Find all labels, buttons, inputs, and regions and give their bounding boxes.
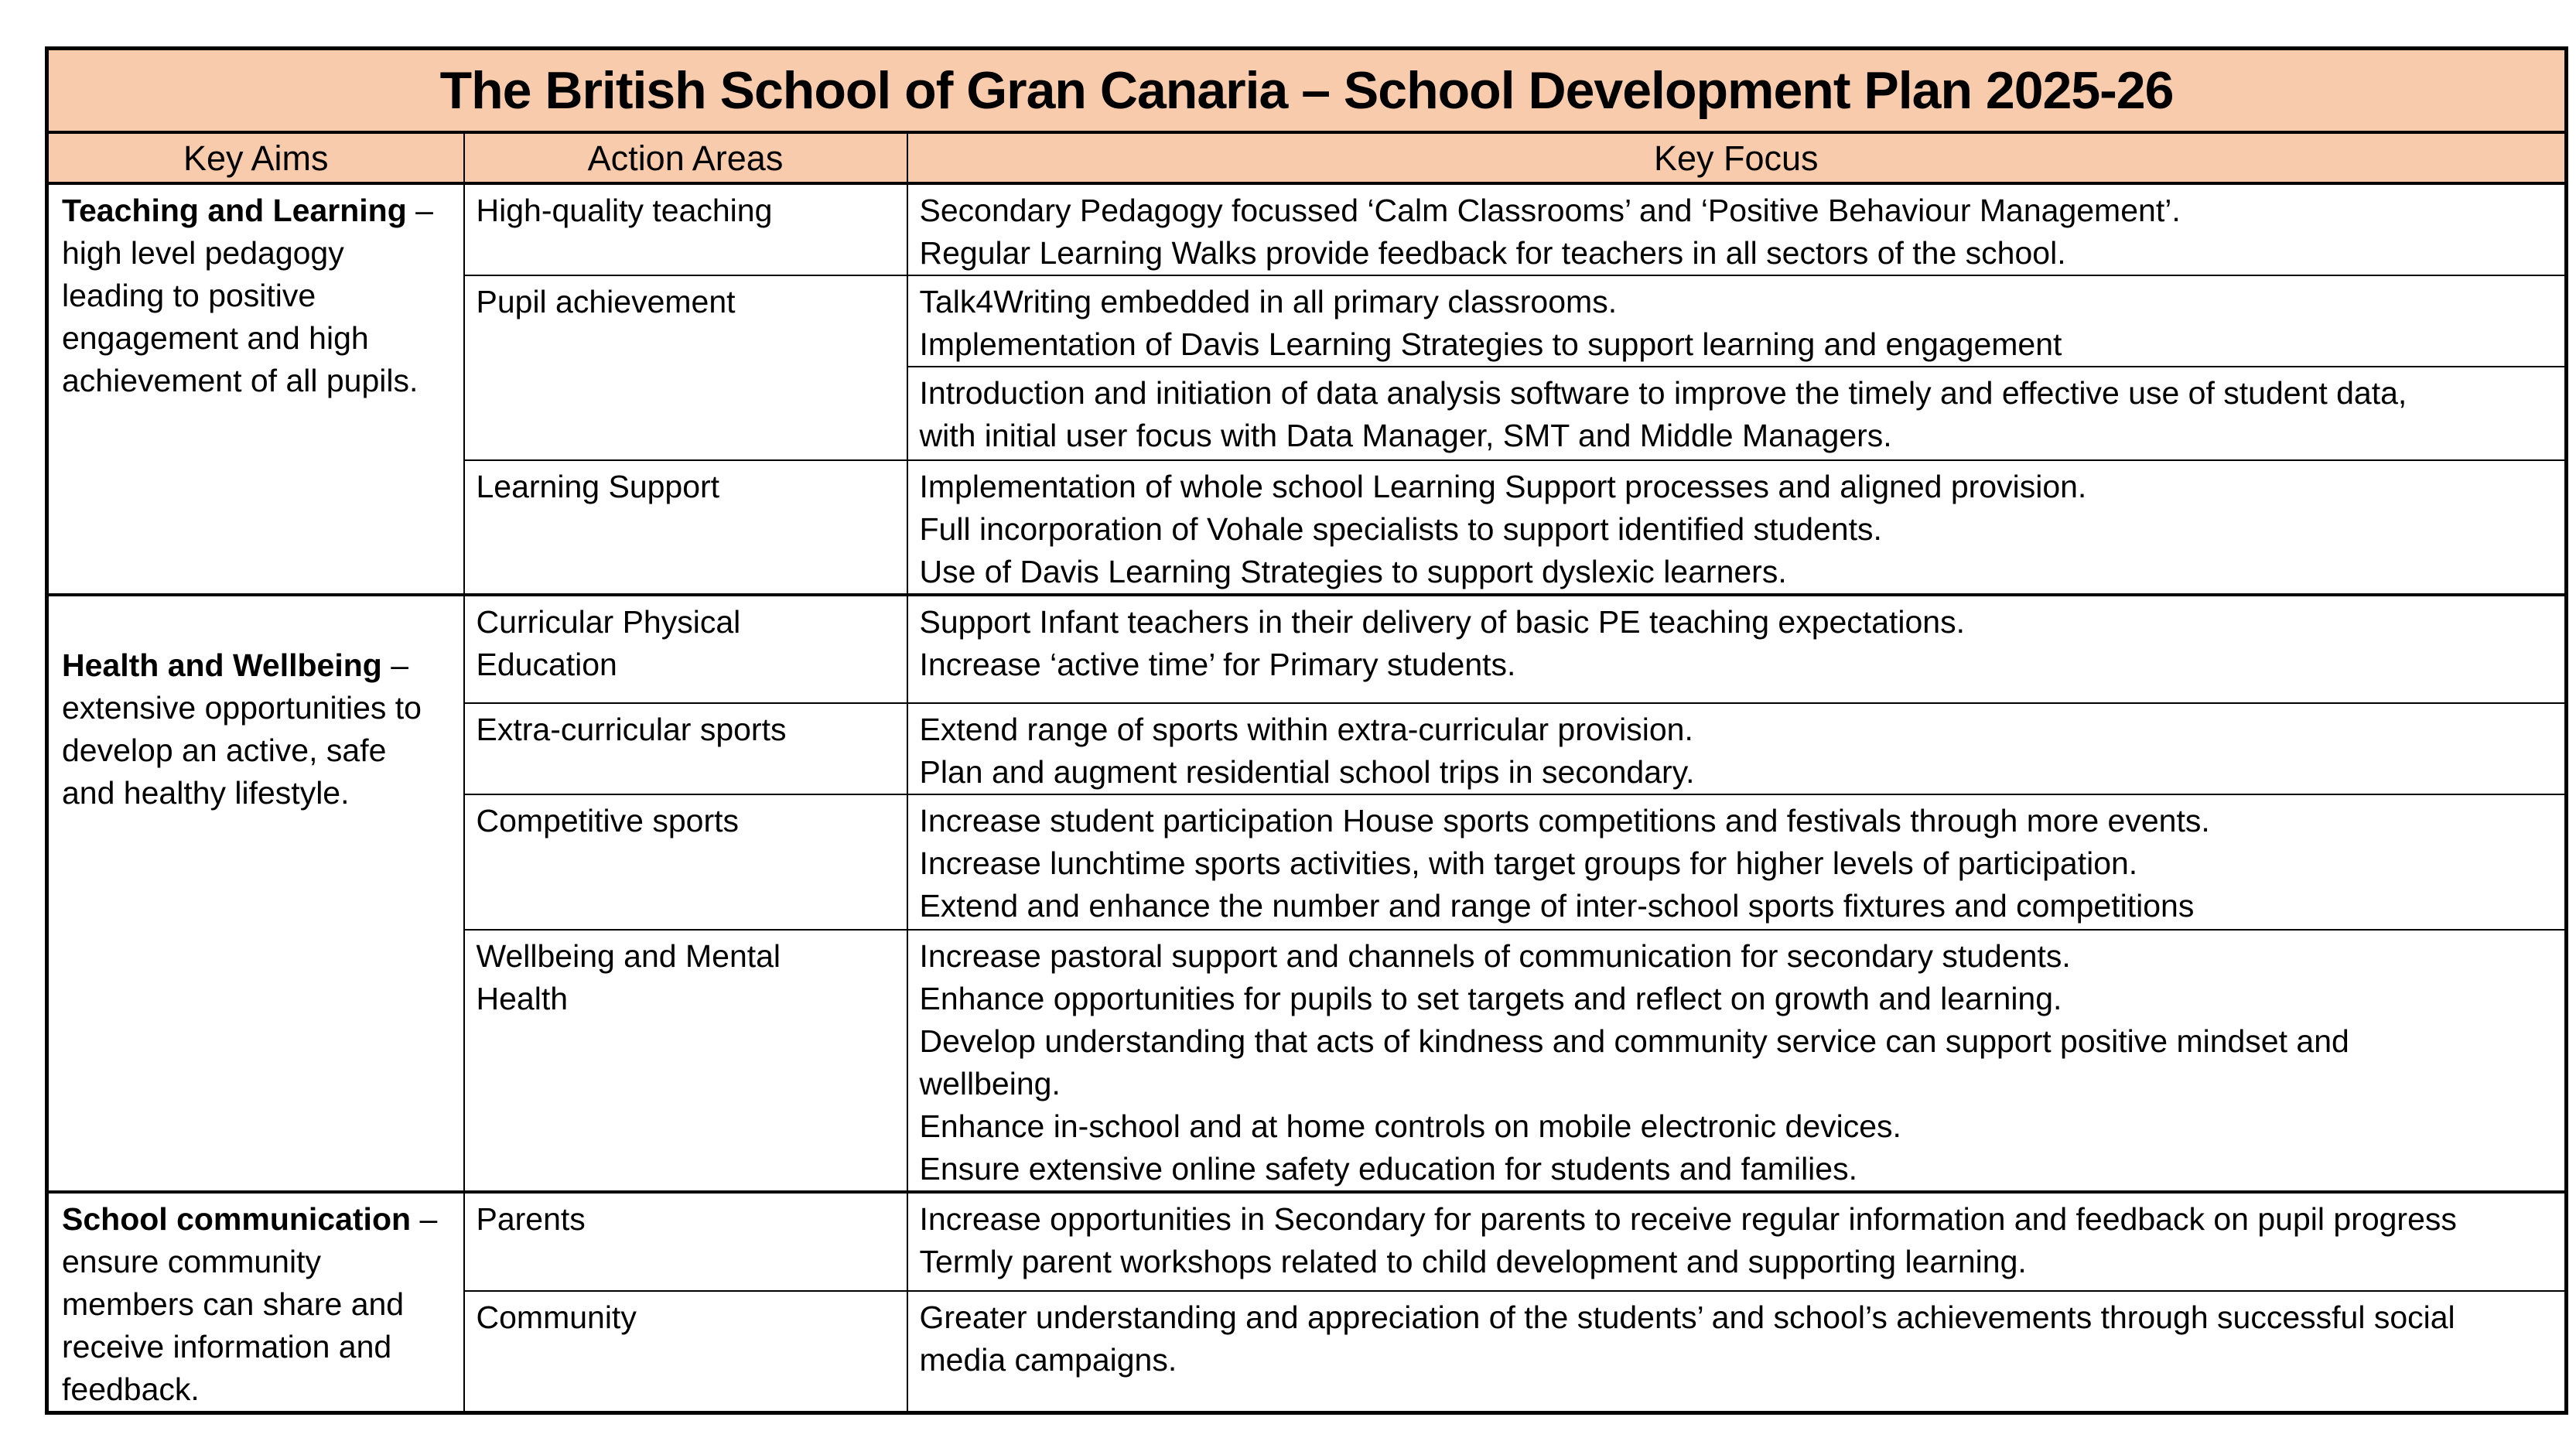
aim-bold-text: Health and Wellbeing bbox=[62, 647, 382, 683]
focus-cell-competitive-sports bbox=[907, 794, 2567, 930]
aim-bold-text: Teaching and Learning bbox=[62, 193, 407, 228]
focus-line: Implementation of whole school Learning Support processes and aligned provision. bbox=[919, 469, 2087, 504]
focus-line: Increase pastoral support and channels of communication for secondary students. bbox=[919, 938, 2071, 974]
table-row bbox=[47, 183, 2567, 275]
focus-line: Increase lunchtime sports activities, with target groups for higher levels of participation. bbox=[919, 845, 2138, 881]
development-plan-document bbox=[45, 46, 2568, 1415]
focus-line: Increase ‘active time’ for Primary students. bbox=[919, 647, 1516, 682]
aim-cell-school-communication bbox=[47, 1192, 464, 1413]
column-header-key-focus: Key Focus bbox=[907, 132, 2567, 183]
focus-line: Increase opportunities in Secondary for parents to receive regular information and feedback on pupil progress bbox=[919, 1201, 2457, 1237]
action-cell-competitive-sports: Competitive sports bbox=[464, 794, 907, 930]
focus-line: Implementation of Davis Learning Strategies to support learning and engagement bbox=[919, 326, 2062, 362]
focus-line: Greater understanding and appreciation of the students’ and school’s achievements through successful social media campaigns. bbox=[919, 1299, 2455, 1378]
focus-line: Increase student participation House sports competitions and festivals through more events. bbox=[919, 803, 2210, 838]
focus-cell-pupil-achievement-2 bbox=[907, 367, 2567, 460]
aim-rest-text: – high level pedagogy leading to positive engagement and high achievement of all pupils. bbox=[62, 193, 433, 398]
focus-cell-wellbeing-and-mental-health bbox=[907, 930, 2567, 1192]
focus-line: Talk4Writing embedded in all primary classrooms. bbox=[919, 284, 1618, 319]
focus-cell-learning-support bbox=[907, 460, 2567, 595]
aim-bold-text: School communication bbox=[62, 1201, 412, 1237]
action-cell-learning-support: Learning Support bbox=[464, 460, 907, 595]
column-header-action-areas: Action Areas bbox=[464, 132, 907, 183]
focus-line: Full incorporation of Vohale specialists to support identified students. bbox=[919, 511, 1882, 547]
focus-cell-extra-curricular-sports bbox=[907, 703, 2567, 794]
focus-line: Support Infant teachers in their delivery of basic PE teaching expectations. bbox=[919, 604, 1965, 640]
action-cell-parents: Parents bbox=[464, 1192, 907, 1291]
table-row bbox=[47, 595, 2567, 703]
table-row bbox=[47, 1192, 2567, 1291]
focus-cell-pupil-achievement-1 bbox=[907, 275, 2567, 367]
action-cell-high-quality-teaching: High-quality teaching bbox=[464, 183, 907, 275]
focus-line: Secondary Pedagogy focussed ‘Calm Classrooms’ and ‘Positive Behaviour Management’. bbox=[919, 193, 2181, 228]
focus-line: Ensure extensive online safety education for students and families. bbox=[919, 1151, 1857, 1187]
column-header-key-aims: Key Aims bbox=[47, 132, 464, 183]
focus-cell-community bbox=[907, 1291, 2567, 1412]
focus-line: Develop understanding that acts of kindness and community service can support positive mindset and wellbeing. bbox=[919, 1023, 2349, 1101]
focus-line: Enhance in-school and at home controls on mobile electronic devices. bbox=[919, 1108, 1901, 1144]
action-cell-extra-curricular-sports: Extra-curricular sports bbox=[464, 703, 907, 794]
focus-line: Introduction and initiation of data analysis software to improve the timely and effective use of student data, with initial user focus with Data Manager, SMT and Middle Managers. bbox=[919, 375, 2407, 453]
aim-cell-health-and-wellbeing bbox=[47, 595, 464, 1192]
action-cell-wellbeing-and-mental-health: Wellbeing and Mental Health bbox=[464, 930, 907, 1192]
focus-cell-high-quality-teaching bbox=[907, 183, 2567, 275]
title-row bbox=[47, 49, 2567, 133]
action-cell-community: Community bbox=[464, 1291, 907, 1412]
header-row bbox=[47, 132, 2567, 183]
plan-title: The British School of Gran Canaria – School Development Plan 2025-26 bbox=[47, 49, 2567, 133]
focus-line: Use of Davis Learning Strategies to support dyslexic learners. bbox=[919, 554, 1787, 589]
focus-line: Plan and augment residential school trips in secondary. bbox=[919, 754, 1695, 790]
focus-cell-curricular-physical-education bbox=[907, 595, 2567, 703]
focus-cell-parents bbox=[907, 1192, 2567, 1291]
focus-line: Termly parent workshops related to child development and supporting learning. bbox=[919, 1244, 2027, 1279]
development-plan-table bbox=[45, 46, 2568, 1415]
focus-line: Extend and enhance the number and range of inter-school sports fixtures and competitions bbox=[919, 888, 2195, 924]
action-cell-curricular-physical-education: Curricular Physical Education bbox=[464, 595, 907, 703]
action-cell-pupil-achievement: Pupil achievement bbox=[464, 275, 907, 460]
focus-line: Enhance opportunities for pupils to set targets and reflect on growth and learning. bbox=[919, 981, 2062, 1016]
aim-rest-text: – ensure community members can share and receive information and feedback. bbox=[62, 1201, 438, 1407]
focus-line: Extend range of sports within extra-curricular provision. bbox=[919, 712, 1693, 747]
aim-rest-text: – extensive opportunities to develop an active, safe and healthy lifestyle. bbox=[62, 647, 422, 811]
focus-line: Regular Learning Walks provide feedback for teachers in all sectors of the school. bbox=[919, 235, 2066, 271]
aim-cell-teaching-and-learning bbox=[47, 183, 464, 595]
